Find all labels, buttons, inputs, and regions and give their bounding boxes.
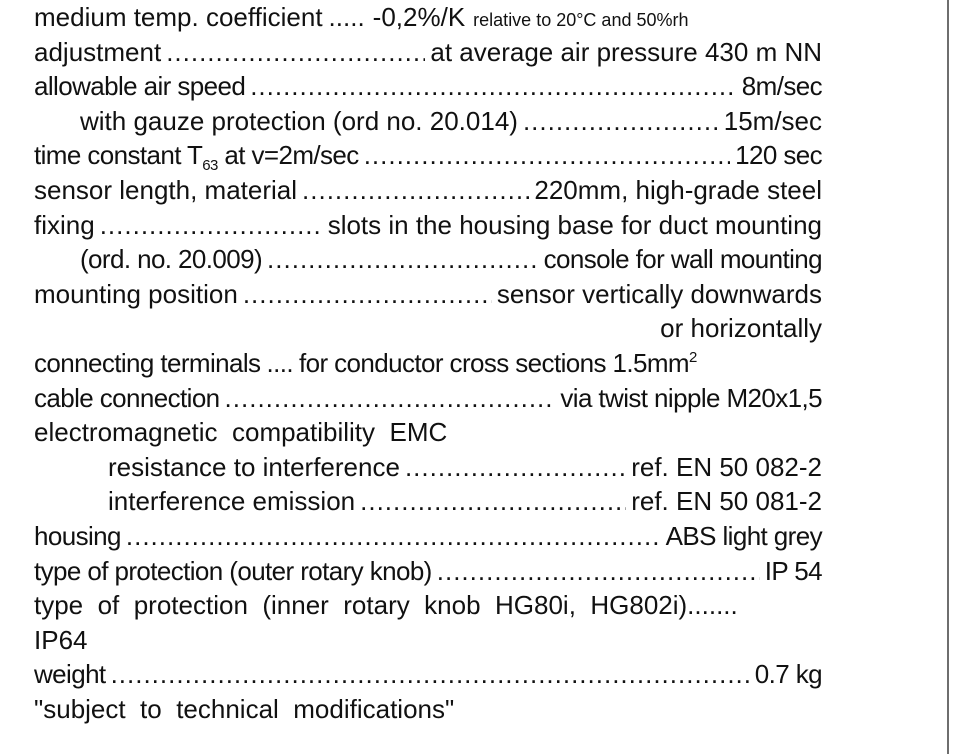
spec-row-resistance bbox=[34, 450, 822, 485]
spec-value: 15m/sec bbox=[723, 105, 822, 136]
spec-label: adjustment bbox=[34, 36, 162, 67]
page-border-right bbox=[947, 0, 949, 754]
spec-value: 8m/sec bbox=[741, 71, 822, 102]
spec-label: (ord. no. 20.009) bbox=[80, 244, 263, 275]
spec-leader-dots bbox=[111, 657, 750, 692]
spec-label: with gauze protection (ord no. 20.014) bbox=[80, 105, 518, 136]
spec-leader-dots bbox=[250, 69, 737, 104]
spec-value: sensor vertically downwards bbox=[496, 278, 822, 309]
spec-leader-dots bbox=[360, 484, 626, 519]
spec-row-fixing bbox=[34, 208, 822, 243]
spec-row-disclaimer bbox=[34, 692, 822, 727]
spec-row-time-constant bbox=[34, 138, 822, 173]
spec-value: ref. EN 50 082-2 bbox=[631, 451, 822, 482]
spec-label: cable connection bbox=[34, 382, 220, 413]
spec-row-protection-inner bbox=[34, 588, 822, 623]
spec-leader-dots bbox=[243, 277, 492, 312]
spec-row-temp-coefficient bbox=[34, 0, 822, 35]
spec-value: ref. EN 50 081-2 bbox=[631, 486, 822, 517]
spec-label: type of protection (outer rotary knob) bbox=[34, 555, 432, 586]
spec-label: weight bbox=[34, 659, 106, 690]
superscript: 2 bbox=[688, 348, 697, 366]
spec-label: sensor length, material bbox=[34, 174, 298, 205]
spec-value: at average air pressure 430 m NN bbox=[430, 36, 822, 67]
spec-value: console for wall mounting bbox=[543, 244, 822, 275]
spec-row-connecting-terminals bbox=[34, 346, 822, 381]
spec-leader-dots bbox=[166, 35, 425, 70]
spec-row-cable-connection bbox=[34, 381, 822, 416]
spec-row-protection-inner-value bbox=[34, 623, 822, 658]
spec-label: housing bbox=[34, 520, 121, 551]
spec-value: 0.7 kg bbox=[754, 659, 822, 690]
spec-label: allowable air speed bbox=[34, 71, 246, 102]
spec-row-protection-outer bbox=[34, 554, 822, 589]
spec-leader-dots bbox=[523, 104, 719, 139]
spec-value: for conductor cross sections $1.5mm^2$ bbox=[298, 347, 697, 378]
spec-value: via twist nipple M20x1,5 bbox=[560, 382, 822, 413]
spec-value: IP 54 bbox=[764, 555, 822, 586]
spec-leader-dots bbox=[225, 381, 556, 416]
spec-row-air-speed bbox=[34, 69, 822, 104]
spec-leader-dots: ..... bbox=[328, 2, 365, 32]
spec-leader-dots bbox=[302, 173, 529, 208]
spec-leader-dots bbox=[437, 554, 760, 589]
spec-leader-dots bbox=[364, 138, 730, 173]
spec-label: fixing bbox=[34, 209, 95, 240]
spec-leader-dots bbox=[405, 450, 626, 485]
spec-row-mounting-position-cont bbox=[34, 311, 822, 346]
disclaimer-text: "subject to technical modifications" bbox=[34, 693, 455, 724]
spec-leader-dots bbox=[267, 242, 539, 277]
spec-value: IP64 bbox=[34, 624, 88, 655]
spec-row-housing bbox=[34, 519, 822, 554]
spec-row-console bbox=[34, 242, 822, 277]
spec-value: slots in the housing base for duct mounting bbox=[327, 209, 822, 240]
spec-row-adjustment bbox=[34, 35, 822, 70]
spec-row-weight bbox=[34, 657, 822, 692]
spec-label: resistance to interference bbox=[108, 451, 400, 482]
spec-value: 220mm, high-grade steel bbox=[534, 174, 822, 205]
spec-label: time constant $T_{63}$ at v=2m/sec bbox=[34, 140, 359, 175]
spec-value: -0,2%/K bbox=[372, 2, 466, 32]
spec-value: ABS light grey bbox=[665, 520, 822, 551]
spec-value: or horizontally bbox=[660, 313, 822, 344]
spec-row-sensor-length bbox=[34, 173, 822, 208]
spec-label: electromagnetic compatibility EMC bbox=[34, 417, 448, 448]
spec-leader-dots: .... bbox=[266, 347, 293, 378]
spec-row-gauze-protection bbox=[34, 104, 822, 139]
spec-label: type of protection (inner rotary knob HG80i, HG802i)....... bbox=[34, 590, 738, 621]
spec-label: mounting position bbox=[34, 278, 238, 309]
spec-label: connecting terminals bbox=[34, 347, 261, 378]
spec-row-emc-heading bbox=[34, 415, 822, 450]
spec-value: 120 sec bbox=[735, 140, 822, 171]
spec-row-emission bbox=[34, 484, 822, 519]
subscript: 63 bbox=[202, 157, 218, 175]
spec-row-mounting-position bbox=[34, 277, 822, 312]
spec-note: relative to 20°C and 50%rh bbox=[473, 10, 689, 30]
spec-sheet bbox=[34, 0, 822, 726]
spec-leader-dots bbox=[100, 208, 323, 243]
spec-label: interference emission bbox=[108, 486, 356, 517]
spec-leader-dots bbox=[126, 519, 661, 554]
spec-label: medium temp. coefficient bbox=[34, 2, 323, 32]
